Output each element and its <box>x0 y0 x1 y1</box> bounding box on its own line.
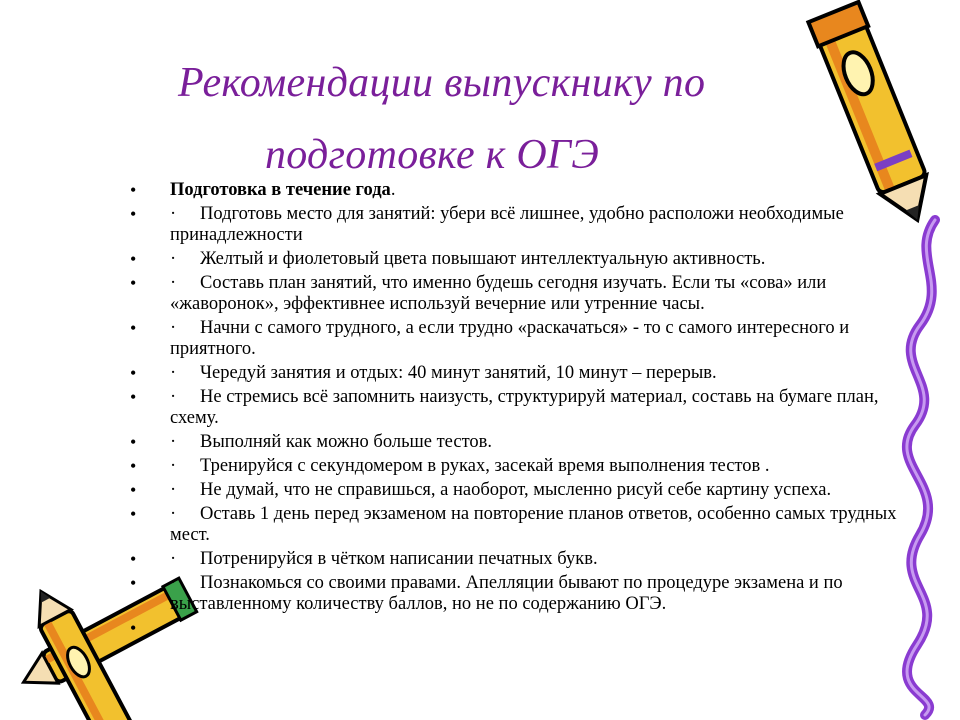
list-item <box>130 273 930 315</box>
sub-marker: · <box>170 363 177 383</box>
list-item <box>130 456 930 477</box>
list-item-text: Составь план занятий, что именно будешь сегодня изучать. Если ты «сова» или «жаворонок», эффективнее используй вечерние или утренние часы. <box>170 273 827 314</box>
list-item <box>130 549 930 570</box>
sub-marker: · <box>170 249 177 269</box>
list-item <box>130 387 930 429</box>
bullet-marker: • <box>130 504 137 524</box>
bullet-marker: • <box>130 618 137 638</box>
page-title-line-1: Рекомендации выпускнику по <box>178 60 706 106</box>
bullet-marker: • <box>130 387 137 407</box>
list-item-text: Не думай, что не справишься, а наоборот, мысленно рисуй себе картину успеха. <box>200 480 832 500</box>
section-heading-tail: . <box>390 180 396 200</box>
bullet-marker: • <box>130 456 137 476</box>
list-item <box>130 480 930 501</box>
list-item <box>130 504 930 546</box>
list-item-text: Потренируйся в чётком написании печатных букв. <box>200 549 598 569</box>
bullet-marker: • <box>130 204 137 224</box>
bullet-marker: • <box>130 432 137 452</box>
sub-marker: · <box>170 432 177 452</box>
sub-marker: · <box>170 204 177 224</box>
bullet-list <box>130 180 930 642</box>
list-item-text: Начни с самого трудного, а если трудно «раскачаться» - то с самого интересного и приятного. <box>170 318 850 359</box>
sub-marker: · <box>170 273 177 293</box>
list-item-empty <box>130 618 930 639</box>
sub-marker: · <box>170 549 177 569</box>
sub-marker: · <box>170 318 177 338</box>
bullet-marker: • <box>130 549 137 569</box>
sub-marker: · <box>170 456 177 476</box>
sub-marker: · <box>170 504 177 524</box>
bullet-marker: • <box>130 180 137 200</box>
bullet-marker: • <box>130 480 137 500</box>
list-item <box>130 363 930 384</box>
list-item-text: Оставь 1 день перед экзаменом на повторение планов ответов, особенно самых трудных мест. <box>170 504 897 545</box>
bullet-marker: • <box>130 573 137 593</box>
list-item <box>130 204 930 246</box>
bullet-marker: • <box>130 249 137 269</box>
list-item-text: Познакомься со своими правами. Апелляции бывают по процедуре экзамена и по выставленному количеству баллов, но не по содержанию ОГЭ. <box>170 573 843 614</box>
list-item <box>130 249 930 270</box>
list-item-text: Не стремись всё запомнить наизусть, структурируй материал, составь на бумаге план, схему. <box>170 387 879 428</box>
list-item <box>130 432 930 453</box>
list-item <box>130 180 930 201</box>
list-item-text: Чередуй занятия и отдых: 40 минут занятий, 10 минут – перерыв. <box>200 363 717 383</box>
list-item <box>130 573 930 615</box>
bullet-marker: • <box>130 363 137 383</box>
page-title-line-2: подготовке к ОГЭ <box>265 132 600 178</box>
sub-marker: · <box>170 480 177 500</box>
section-heading: Подготовка в течение года <box>170 180 391 200</box>
sub-marker: · <box>170 573 177 593</box>
bullet-marker: • <box>130 273 137 293</box>
list-item-text: Желтый и фиолетовый цвета повышают интеллектуальную активность. <box>200 249 766 269</box>
list-item <box>130 318 930 360</box>
list-item-text: Подготовь место для занятий: убери всё лишнее, удобно расположи необходимые принадлежности <box>170 204 844 245</box>
list-item-text: Выполняй как можно больше тестов. <box>200 432 493 452</box>
list-item-text: Тренируйся с секундомером в руках, засекай время выполнения тестов . <box>200 456 770 476</box>
bullet-marker: • <box>130 318 137 338</box>
sub-marker: · <box>170 387 177 407</box>
